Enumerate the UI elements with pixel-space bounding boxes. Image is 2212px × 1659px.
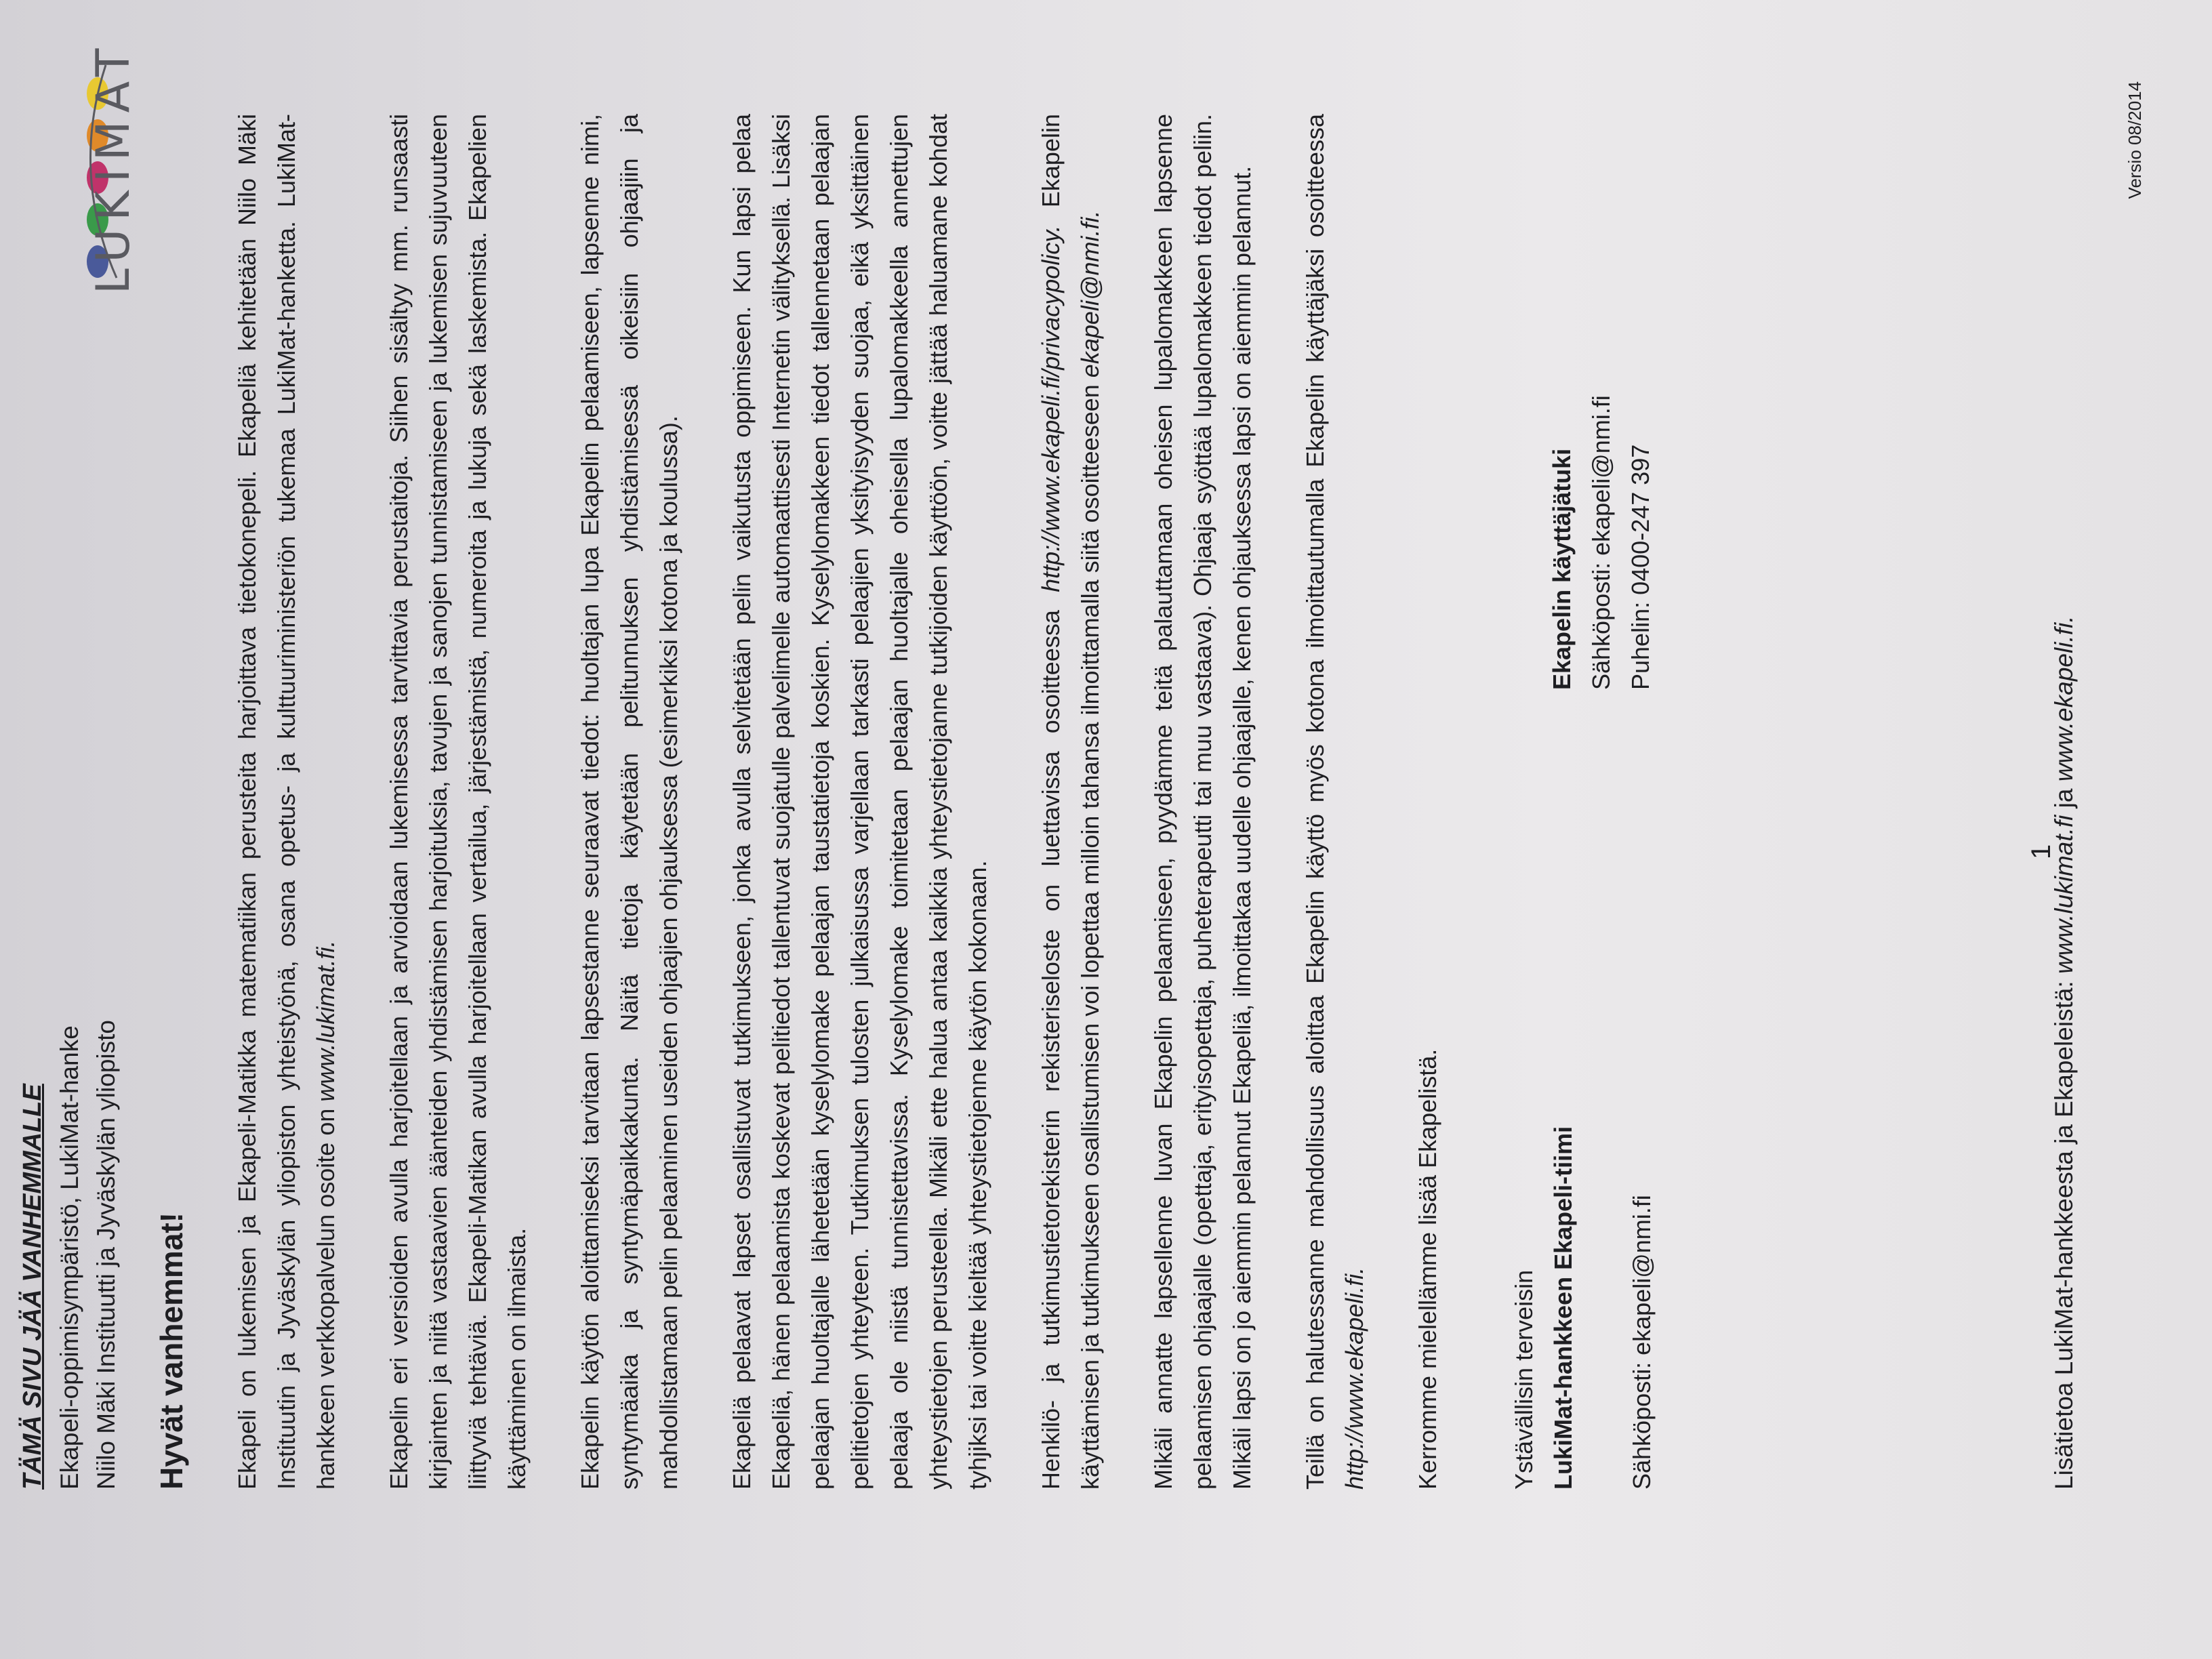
team-name: LukiMat-hankkeen Ekapeli-tiimi — [1549, 1126, 1577, 1490]
privacy-policy-link[interactable]: http://www.ekapeli.fi/privacypolicy. — [1037, 225, 1065, 592]
paragraph-privacy — [1031, 114, 1110, 1490]
paragraph-privacy-text-b: Ekapelin käyttämisen ja tutkimukseen osallistumisen voi lopettaa milloin tahansa ilmoittamalla siitä osoitteeseen — [1037, 114, 1104, 1490]
page-number: 1 — [2026, 844, 2056, 859]
version-label: Versio 08/2014 — [2125, 81, 2145, 199]
letter-title: Hyvät vanhemmat! — [154, 1212, 189, 1490]
paragraph-intro — [228, 114, 346, 1490]
signature-block — [1504, 114, 1681, 1490]
paragraph-versions: Ekapelin eri versioiden avulla harjoitellaan ja arvioidaan lukemisessa tarvittavia perustaitoja. Siihen sisältyy mm. runsaasti kirjainten ja niitä vastaavien äänteiden yhdistämisen harjoituksia, tavujen ja sanojen tunnistamiseen ja lukemisen sujuvuuteen liittyviä tehtäviä. Ekapeli-Matikan avulla harjoitellaan vertailua, järjestämistä, numeroita ja lukuja sekä laskemista. Ekapelien käyttäminen on ilmaista. — [385, 114, 531, 1490]
more-info-line — [2050, 616, 2078, 1490]
header-line-project: Ekapeli-oppimisympäristö, LukiMat-hanke — [56, 1025, 83, 1490]
signature-left — [1504, 676, 1662, 1490]
footer-lukimat-link[interactable]: www.lukimat.fi — [2050, 815, 2078, 974]
page-heading: TÄMÄ SIVU JÄÄ VANHEMMALLE — [18, 1084, 47, 1490]
support-phone: Puhelin: 0400-247 397 — [1626, 444, 1654, 690]
support-contact — [1542, 80, 1660, 690]
paragraph-permission: Mikäli annatte lapsellenne luvan Ekapelin pelaamiseen, pyydämme teitä palauttamaan oheisen lupalomakkeen lapsenne pelaamisen ohjaajalle (opettaja, erityisopettaja, puheterapeutti tai muu vastaava). Ohjaaja syöttää lupalomakkeen tiedot peliin. Mikäli lapsi on jo aiemmin pelannut Ekapeliä, ilmoittakaa uudelle ohjaajalle, kenen ohjauksessa lapsi on aiemmin pelannut. — [1149, 114, 1256, 1490]
header-line-institutions: Niilo Mäki Instituutti ja Jyväskylän yliopisto — [92, 1020, 120, 1490]
paragraph-home-use — [1296, 114, 1374, 1490]
closing-line: Kerromme mielellämme lisää Ekapelistä. — [1414, 1048, 1441, 1490]
lukimat-link[interactable]: www.lukimat.fi. — [312, 940, 340, 1102]
support-email: Sähköposti: ekapeli@nmi.fi — [1587, 395, 1615, 690]
more-info-prefix: Lisätietoa LukiMat-hankkeesta ja Ekapeleistä: — [2050, 981, 2078, 1490]
paragraph-required-info: Ekapelin käytön aloittamiseksi tarvitaan lapsestanne seuraavat tiedot: huoltajan lupa Ekapelin pelaamiseen, lapsenne nimi, syntymäaika ja syntymäpaikkakunta. Näitä tietoja käytetään pelitunnuksen yhdistämisessä oikeisiin ohjaajiin ja mahdollistamaan pelin pelaaminen useiden ohjaajien ohjauksessa (esimerkiksi kotona ja koulussa). — [576, 114, 682, 1490]
contact-email-link[interactable]: ekapeli@nmi.fi. — [1076, 210, 1104, 378]
logo-text: LUKIMAT — [87, 40, 140, 294]
paragraph-privacy-text-a: Henkilö- ja tutkimustietorekisterin rekisteriseloste on luettavissa osoitteessa — [1037, 610, 1065, 1490]
ekapeli-link[interactable]: http://www.ekapeli.fi. — [1340, 1267, 1368, 1490]
support-title: Ekapelin käyttäjätuki — [1548, 448, 1576, 690]
footer-ekapeli-link[interactable]: www.ekapeli.fi. — [2050, 615, 2078, 782]
more-info-joiner: ja — [2050, 788, 2078, 808]
greeting: Ystävällisin terveisin — [1510, 1269, 1538, 1490]
paragraph-home-use-text: Teillä on halutessanne mahdollisuus aloittaa Ekapelin käyttö myös kotona ilmoittautumalla Ekapelin käyttäjäksi osoitteessa — [1301, 114, 1329, 1490]
team-email: Sähköposti: ekapeli@nmi.fi — [1628, 1195, 1656, 1490]
paragraph-research: Ekapeliä pelaavat lapset osallistuvat tutkimukseen, jonka avulla selvitetään pelin vaikutusta oppimiseen. Kun lapsi pelaa Ekapeliä, hänen pelaamista koskevat pelitiedot tallentuvat suojatulle palvelimelle automaattisesti Internetin välityksellä. Lisäksi pelaajan huoltajalle lähetetään kyselylomake pelaajan taustatietoja koskien. Kyselylomakkeen tiedot tallennetaan pelaajan pelitietojen yhteyteen. Tutkimuksen tulosten julkaisussa varjellaan tarkasti pelaajien yksityisyyden suojaa, eikä yksittäinen pelaaja ole niistä tunnistettavissa. Kyselylomake toimitetaan pelaajan huoltajalle oheisella lupalomakkeella annettujen yhteystietojen perusteella. Mikäli ette halua antaa kaikkia yhteystietojanne tutkijoiden käyttöön, voitte jättää haluamane kohdat tyhjiksi tai voitte kieltää yhteystietojenne käytön kokonaan. — [728, 114, 991, 1490]
document-body — [14, 114, 1681, 1490]
paragraph-intro-text: Ekapeli on lukemisen ja Ekapeli-Matikka matematiikan perusteita harjoittava tietokonepeli. Ekapeliä kehitetään Niilo Mäki Instituutin ja Jyväskylän yliopiston yhteistyönä, osana opetus- ja kulttuuriministeriön tukemaa LukiMat-hanketta. LukiMat-hankkeen verkkopalvelun osoite on — [233, 114, 340, 1490]
